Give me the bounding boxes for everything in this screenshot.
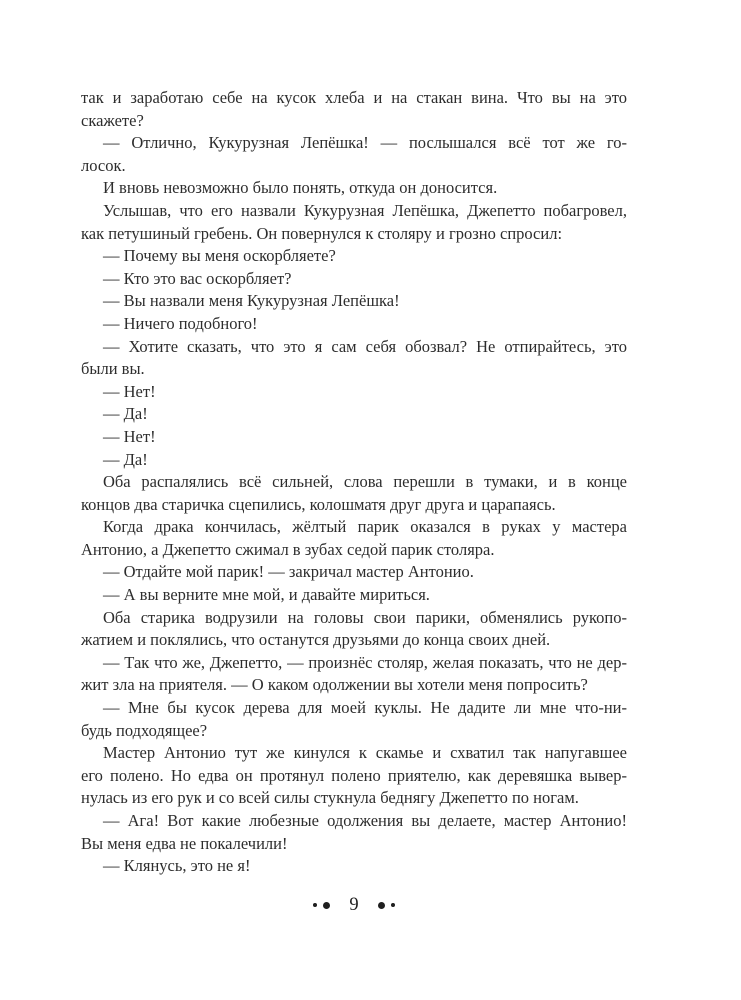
text-line: И вновь невозможно было понять, откуда он доносится.	[103, 178, 498, 198]
text-line: — Нет!	[103, 381, 156, 401]
text-line: — Хотите сказать, что это я сам себя обозвал? Не отпирайтесь, это	[103, 336, 627, 356]
text-line: — Мне бы кусок дерева для моей куклы. Не дадите ли мне что-ни-	[103, 698, 627, 718]
text-line: — Ага! Вот какие любезные одолжения вы делаете, мастер Антонио!	[103, 811, 627, 830]
text-line: как петушиный гребень. Он повернулся к столяру и грозно спросил:	[81, 223, 563, 243]
text-line: — Нет!	[103, 426, 156, 446]
text-line: Антонио, а Джепетто сжимал в зубах седой парик столяра.	[81, 539, 495, 559]
big-dot-icon	[378, 902, 385, 909]
text-line: — Так что же, Джепетто, — произнёс столяр, желая показать, что не дер-	[103, 652, 627, 672]
text-line: так и заработаю себе на кусок хлеба и на стакан вина. Что вы на это	[81, 88, 627, 107]
text-line: Оба распалялись всё сильней, слова перешли в тумаки, и в конце	[103, 472, 627, 492]
text-line: были вы.	[81, 359, 145, 379]
text-line: его полено. Но едва он протянул полено приятелю, как деревяшка вывер-	[81, 765, 627, 785]
text-line: жит зла на приятеля. — О каком одолжении вы хотели меня попросить?	[81, 675, 588, 695]
text-line: Оба старика водрузили на головы свои парики, обменялись рукопо-	[103, 607, 627, 627]
text-line: жатием и поклялись, что останутся друзьями до конца своих дней.	[81, 630, 551, 650]
text-line: — Отдайте мой парик! — закричал мастер Антонио.	[103, 562, 474, 582]
page-text	[81, 87, 627, 878]
text-line: — Да!	[103, 404, 148, 424]
text-line: нулась из его рук и со всей силы стукнула беднягу Джепетто по ногам.	[81, 788, 579, 808]
text-line: Услышав, что его назвали Кукурузная Лепёшка, Джепетто побагровел,	[103, 200, 627, 220]
small-dot-icon	[391, 903, 395, 907]
dot-ornament-right	[378, 902, 395, 909]
text-line: лосок.	[81, 155, 126, 175]
text-line: Когда драка кончилась, жёлтый парик оказался в руках у мастера	[103, 517, 627, 537]
text-line: скажете?	[81, 110, 144, 130]
page-footer	[81, 892, 627, 918]
page-number: 9	[349, 895, 359, 915]
text-line: — Почему вы меня оскорбляете?	[103, 246, 336, 266]
small-dot-icon	[313, 903, 317, 907]
text-line: Мастер Антонио тут же кинулся к скамье и схватил так напугавшее	[103, 743, 627, 763]
text-line: Вы меня едва не покалечили!	[81, 833, 288, 853]
text-line: — Кто это вас оскорбляет?	[103, 268, 292, 288]
text-line: — А вы верните мне мой, и давайте мириться.	[103, 585, 430, 605]
text-line: — Отлично, Кукурузная Лепёшка! — послышался всё тот же го-	[103, 133, 627, 153]
text-line: — Вы назвали меня Кукурузная Лепёшка!	[103, 291, 400, 311]
text-line: — Да!	[103, 449, 148, 469]
text-line: — Клянусь, это не я!	[103, 856, 251, 876]
text-line: — Ничего подобного!	[103, 313, 258, 333]
dot-ornament-left	[313, 902, 330, 909]
text-line: концов два старичка сцепились, колошматя друг друга и царапаясь.	[81, 494, 556, 514]
big-dot-icon	[323, 902, 330, 909]
text-line: будь подходящее?	[81, 720, 208, 740]
